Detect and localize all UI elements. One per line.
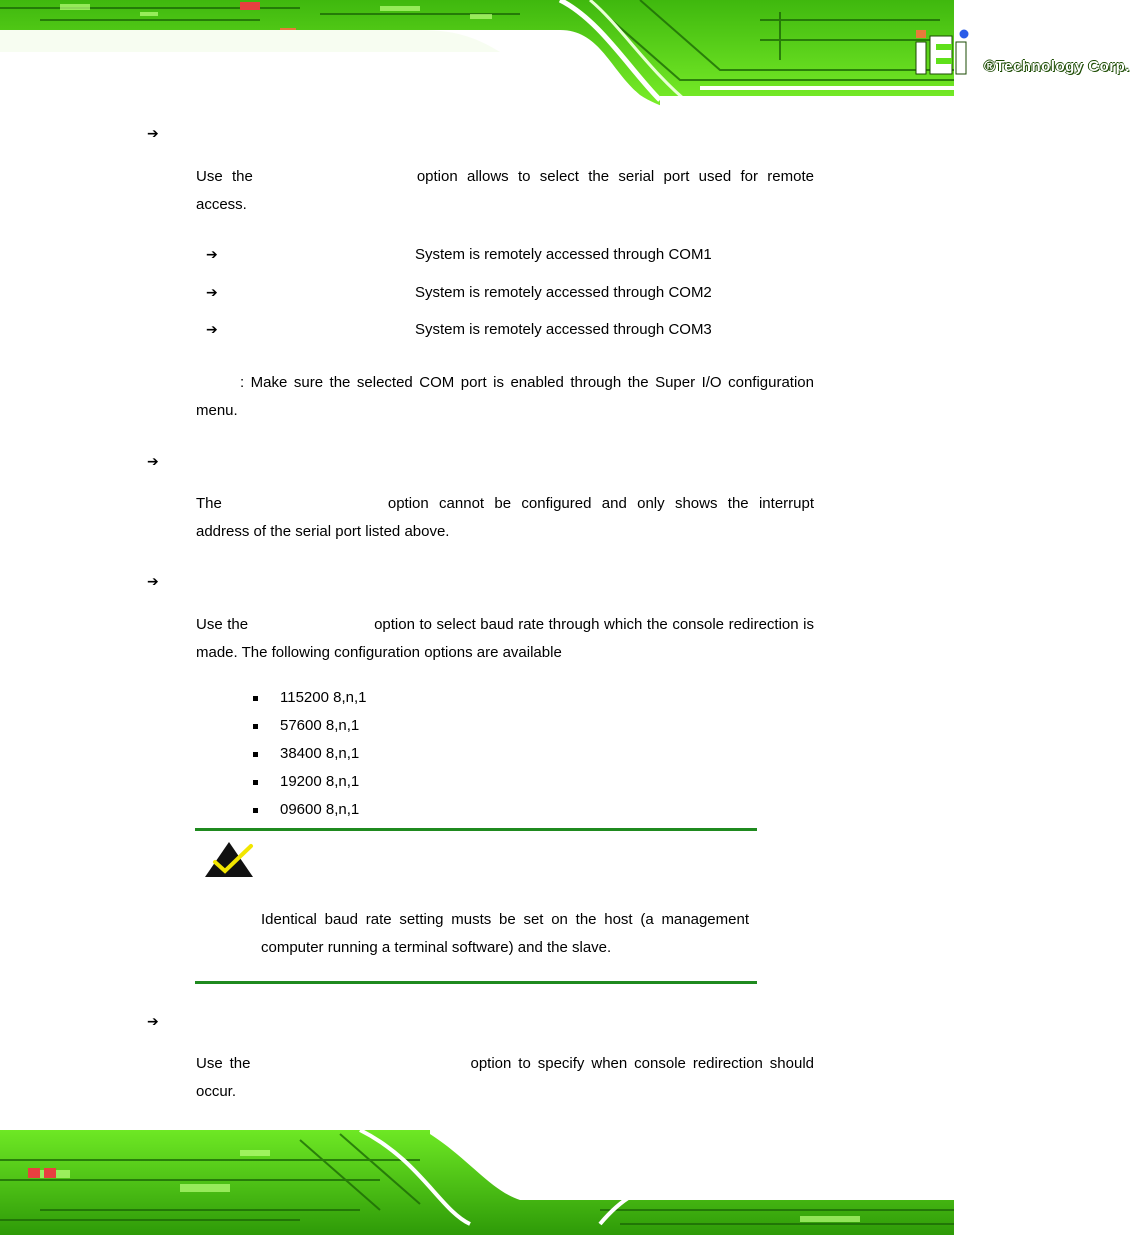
note-text: Identical baud rate setting musts be set on the host (a management computer running a terminal software) and the slave. [261, 911, 749, 956]
option-row [196, 319, 814, 341]
bullet-square-icon [253, 752, 258, 757]
list-item [253, 740, 366, 768]
bullet-square-icon [253, 696, 258, 701]
note-bottom-rule [195, 981, 757, 984]
list-item [253, 796, 366, 824]
circuit-board-footer-graphic [0, 1120, 954, 1235]
logo-text: ®Technology Corp. [984, 58, 1130, 75]
list-item [253, 684, 366, 712]
option-arrow-icon: ➔ [206, 247, 218, 263]
option-description: System is remotely accessed through COM2 [415, 284, 712, 301]
circuit-board-header-graphic [0, 0, 954, 112]
page-footer [0, 1120, 954, 1235]
paragraph-start: The [196, 495, 222, 512]
list-item-text: 09600 8,n,1 [280, 801, 360, 818]
option-description: System is remotely accessed through COM3 [415, 321, 712, 338]
section-arrow-icon: ➔ [147, 126, 159, 142]
bullet-square-icon [253, 724, 258, 729]
list-item-text: 57600 8,n,1 [280, 717, 360, 734]
iei-logo-icon [914, 28, 982, 76]
option-description: System is remotely accessed through COM1 [415, 246, 712, 263]
checkmark-note-icon [203, 840, 255, 878]
list-item-text: 115200 8,n,1 [280, 689, 367, 706]
paragraph-end: option cannot be configured and only shows the interrupt address of the serial port listed above. [196, 495, 814, 540]
note-paragraph-text: : Make sure the selected COM port is enabled through the Super I/O configuration menu. [196, 374, 814, 419]
baud-rate-options-list [253, 684, 366, 824]
bullet-square-icon [253, 780, 258, 785]
option-arrow-icon: ➔ [206, 285, 218, 301]
section-4-paragraph [196, 1050, 814, 1106]
section-arrow-icon: ➔ [147, 1014, 159, 1030]
bullet-square-icon [253, 808, 258, 813]
section-1-note-paragraph [196, 369, 814, 425]
option-row [196, 244, 814, 266]
note-top-rule [195, 828, 757, 831]
list-item [253, 712, 366, 740]
option-row [196, 282, 814, 304]
list-item-text: 38400 8,n,1 [280, 745, 360, 762]
section-arrow-icon: ➔ [147, 454, 159, 470]
list-item [253, 768, 366, 796]
section-1-paragraph [196, 163, 814, 219]
section-arrow-icon: ➔ [147, 574, 159, 590]
page-header [0, 0, 1130, 112]
section-3-paragraph [196, 611, 814, 667]
paragraph-end: option allows to select the serial port used for remote access. [196, 168, 814, 213]
paragraph-start: Use the [196, 616, 249, 633]
section-2-paragraph [196, 490, 814, 546]
paragraph-start: Use the [196, 168, 253, 185]
paragraph-end: option to select baud rate through which the console redirection is made. The following configuration options are available [196, 616, 814, 661]
option-arrow-icon: ➔ [206, 322, 218, 338]
paragraph-end: option to specify when console redirection should occur. [196, 1055, 814, 1100]
paragraph-start: Use the [196, 1055, 251, 1072]
list-item-text: 19200 8,n,1 [280, 773, 360, 790]
